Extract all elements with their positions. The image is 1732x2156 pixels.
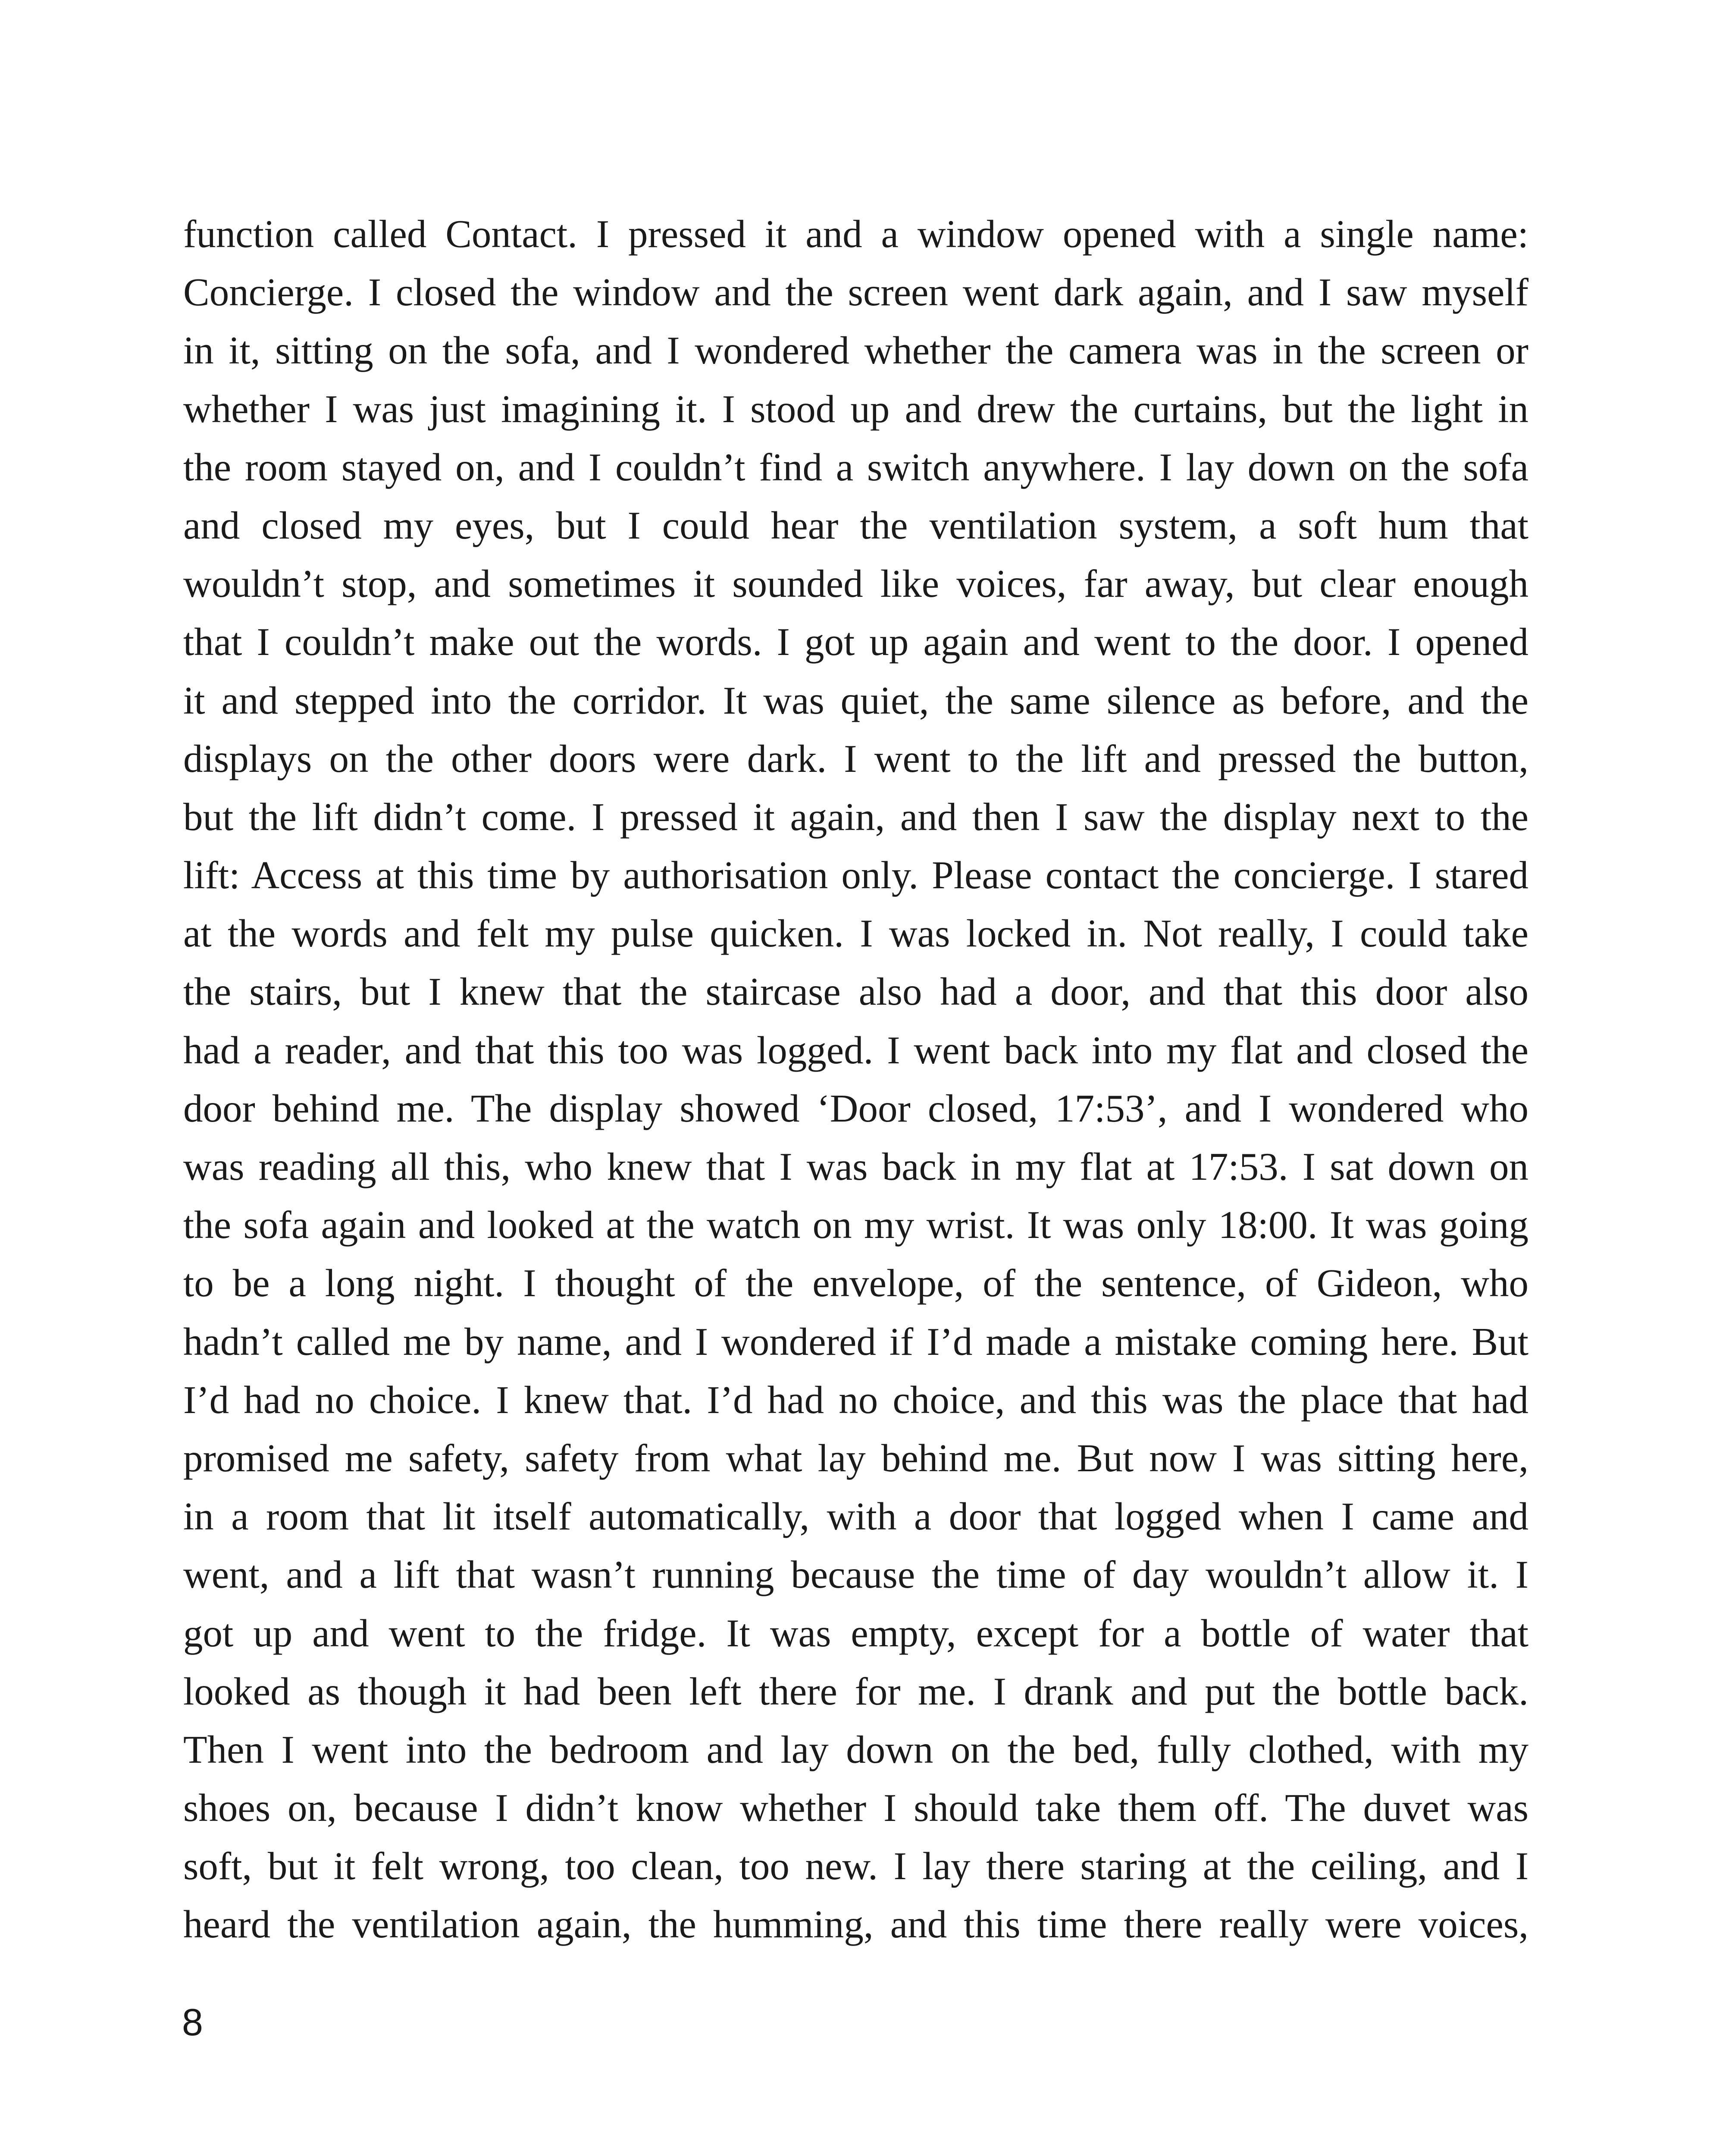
text-line: heard the ventilation again, the humming, and this time there really were voices, bbox=[183, 1902, 1528, 1946]
text-line: in a room that lit itself automatically, with a door that logged when I came and bbox=[183, 1495, 1528, 1539]
text-line: got up and went to the fridge. It was empty, except for a bottle of water that bbox=[183, 1611, 1528, 1655]
text-line: was reading all this, who knew that I was back in my flat at 17:53. I sat down on bbox=[183, 1145, 1528, 1188]
text-line: the room stayed on, and I couldn’t find a switch anywhere. I lay down on the sofa bbox=[183, 445, 1528, 489]
text-line: had a reader, and that this too was logged. I went back into my flat and closed the bbox=[183, 1028, 1528, 1072]
text-line: and closed my eyes, but I could hear the ventilation system, a soft hum that bbox=[183, 503, 1528, 547]
text-line: at the words and felt my pulse quicken. I was locked in. Not really, I could take bbox=[183, 912, 1528, 956]
text-line: hadn’t called me by name, and I wondered if I’d made a mistake coming here. But bbox=[183, 1319, 1528, 1363]
text-line: in it, sitting on the sofa, and I wondered whether the camera was in the screen or bbox=[183, 329, 1528, 373]
text-line: to be a long night. I thought of the envelope, of the sentence, of Gideon, who bbox=[183, 1261, 1528, 1305]
text-line: the stairs, but I knew that the staircase also had a door, and that this door also bbox=[183, 970, 1528, 1014]
text-line: the sofa again and looked at the watch on my wrist. It was only 18:00. It was going bbox=[183, 1203, 1528, 1247]
text-line: I’d had no choice. I knew that. I’d had no choice, and this was the place that had bbox=[183, 1378, 1528, 1422]
body-text bbox=[183, 205, 1528, 1954]
text-line: that I couldn’t make out the words. I got up again and went to the door. I opened bbox=[183, 620, 1528, 664]
text-line: Concierge. I closed the window and the screen went dark again, and I saw myself bbox=[183, 270, 1528, 314]
text-line: it and stepped into the corridor. It was quiet, the same silence as before, and the bbox=[183, 678, 1528, 722]
text-line: lift: Access at this time by authorisation only. Please contact the concierge. I stared bbox=[183, 853, 1528, 897]
text-line: looked as though it had been left there for me. I drank and put the bottle back. bbox=[183, 1669, 1528, 1713]
text-line: Then I went into the bedroom and lay down on the bed, fully clothed, with my bbox=[183, 1727, 1528, 1771]
text-line: but the lift didn’t come. I pressed it again, and then I saw the display next to the bbox=[183, 795, 1528, 839]
text-line: promised me safety, safety from what lay behind me. But now I was sitting here, bbox=[183, 1436, 1528, 1480]
text-line: function called Contact. I pressed it and a window opened with a single name: bbox=[183, 212, 1528, 256]
text-line: soft, but it felt wrong, too clean, too new. I lay there staring at the ceiling, and I bbox=[183, 1844, 1528, 1888]
text-line: shoes on, because I didn’t know whether I should take them off. The duvet was bbox=[183, 1786, 1528, 1830]
text-line: went, and a lift that wasn’t running because the time of day wouldn’t allow it. I bbox=[183, 1553, 1528, 1597]
text-line: door behind me. The display showed ‘Door closed, 17:53’, and I wondered who bbox=[183, 1086, 1528, 1130]
text-line: whether I was just imagining it. I stood up and drew the curtains, but the light in bbox=[183, 387, 1528, 431]
text-line: displays on the other doors were dark. I went to the lift and pressed the button, bbox=[183, 736, 1528, 780]
page-number: 8 bbox=[182, 2001, 203, 2043]
text-line: wouldn’t stop, and sometimes it sounded like voices, far away, but clear enough bbox=[183, 562, 1528, 606]
